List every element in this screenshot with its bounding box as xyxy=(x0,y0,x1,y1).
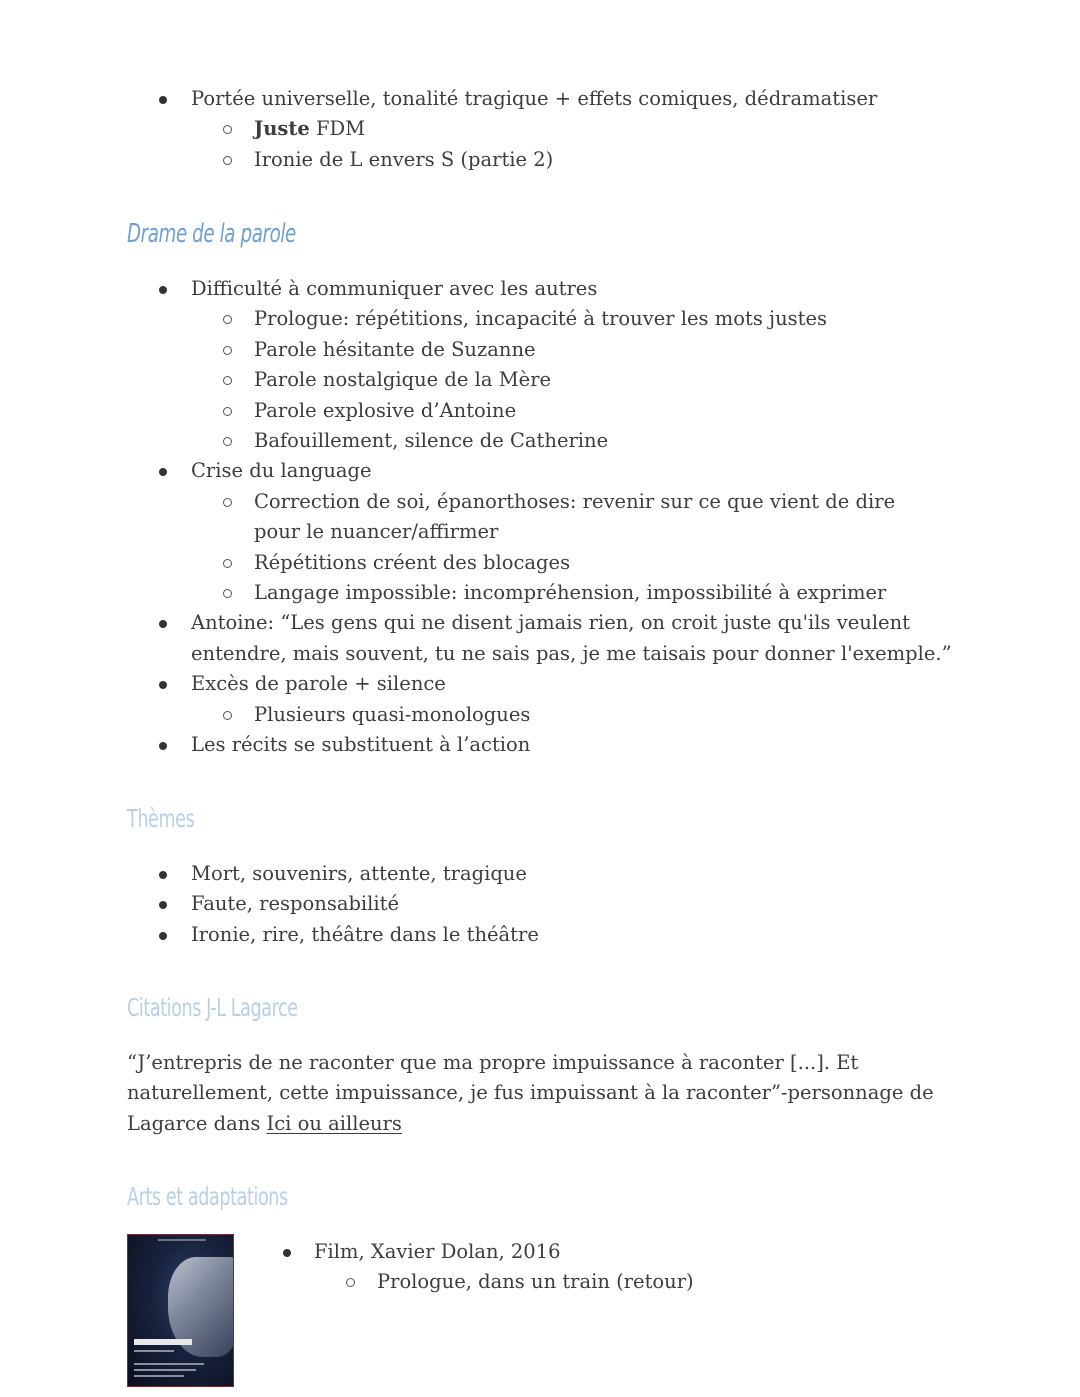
list-item: Excès de parole + silence xyxy=(0,669,1080,699)
sub-list-item: Plusieurs quasi-monologues xyxy=(0,700,1080,730)
list-item: Antoine: “Les gens qui ne disent jamais rien, on croit juste qu'ils veulent entendre, mais souvent, tu ne sais pas, je me taisais pour donner l'exemple.” xyxy=(0,608,1080,669)
sub-list-item: Ironie de L envers S (partie 2) xyxy=(0,145,1080,175)
list-item: Mort, souvenirs, attente, tragique xyxy=(0,859,1080,889)
sub-list-item: Parole explosive d’Antoine xyxy=(0,396,1080,426)
section-heading-citations: Citations J-L Lagarce xyxy=(127,993,298,1022)
sub-list-item: Parole nostalgique de la Mère xyxy=(0,365,1080,395)
sub-list-item: Répétitions créent des blocages xyxy=(0,548,1080,578)
sub-list-item: Prologue: répétitions, incapacité à trouver les mots justes xyxy=(0,304,1080,334)
list-item: Portée universelle, tonalité tragique + effets comiques, dédramatiser xyxy=(0,84,1080,114)
work-title-link: Ici ou ailleurs xyxy=(266,1111,402,1135)
bold-text: Juste xyxy=(254,117,310,141)
section-heading-arts: Arts et adaptations xyxy=(127,1182,288,1211)
intro-section xyxy=(0,84,1080,175)
sub-list-item: Correction de soi, épanorthoses: revenir sur ce que vient de dire pour le nuancer/affirmer xyxy=(0,487,1080,548)
sub-list-item: Bafouillement, silence de Catherine xyxy=(0,426,1080,456)
section-heading-drame: Drame de la parole xyxy=(127,219,296,249)
list-item: Difficulté à communiquer avec les autres xyxy=(0,274,1080,304)
arts-section xyxy=(0,1237,1080,1298)
sub-list-item: Prologue, dans un train (retour) xyxy=(0,1267,1080,1297)
section-heading-themes: Thèmes xyxy=(127,804,195,833)
list-item: Crise du language xyxy=(0,456,1080,486)
list-item: Ironie, rire, théâtre dans le théâtre xyxy=(0,920,1080,950)
quote-paragraph: “J’entrepris de ne raconter que ma propre impuissance à raconter [...]. Et naturellement, cette impuissance, je fus impuissant à la raconter”-personnage de Lagarce dans Ici ou ailleurs xyxy=(127,1051,934,1135)
list-item: Les récits se substituent à l’action xyxy=(0,730,1080,760)
sub-list-item: Parole hésitante de Suzanne xyxy=(0,335,1080,365)
themes-section xyxy=(0,859,1080,950)
list-item: Faute, responsabilité xyxy=(0,889,1080,919)
drame-section xyxy=(0,274,1080,761)
list-item: Film, Xavier Dolan, 2016 xyxy=(0,1237,1080,1267)
sub-list-item: Langage impossible: incompréhension, impossibilité à exprimer xyxy=(0,578,1080,608)
sub-list-item: Juste FDM xyxy=(0,114,1080,144)
